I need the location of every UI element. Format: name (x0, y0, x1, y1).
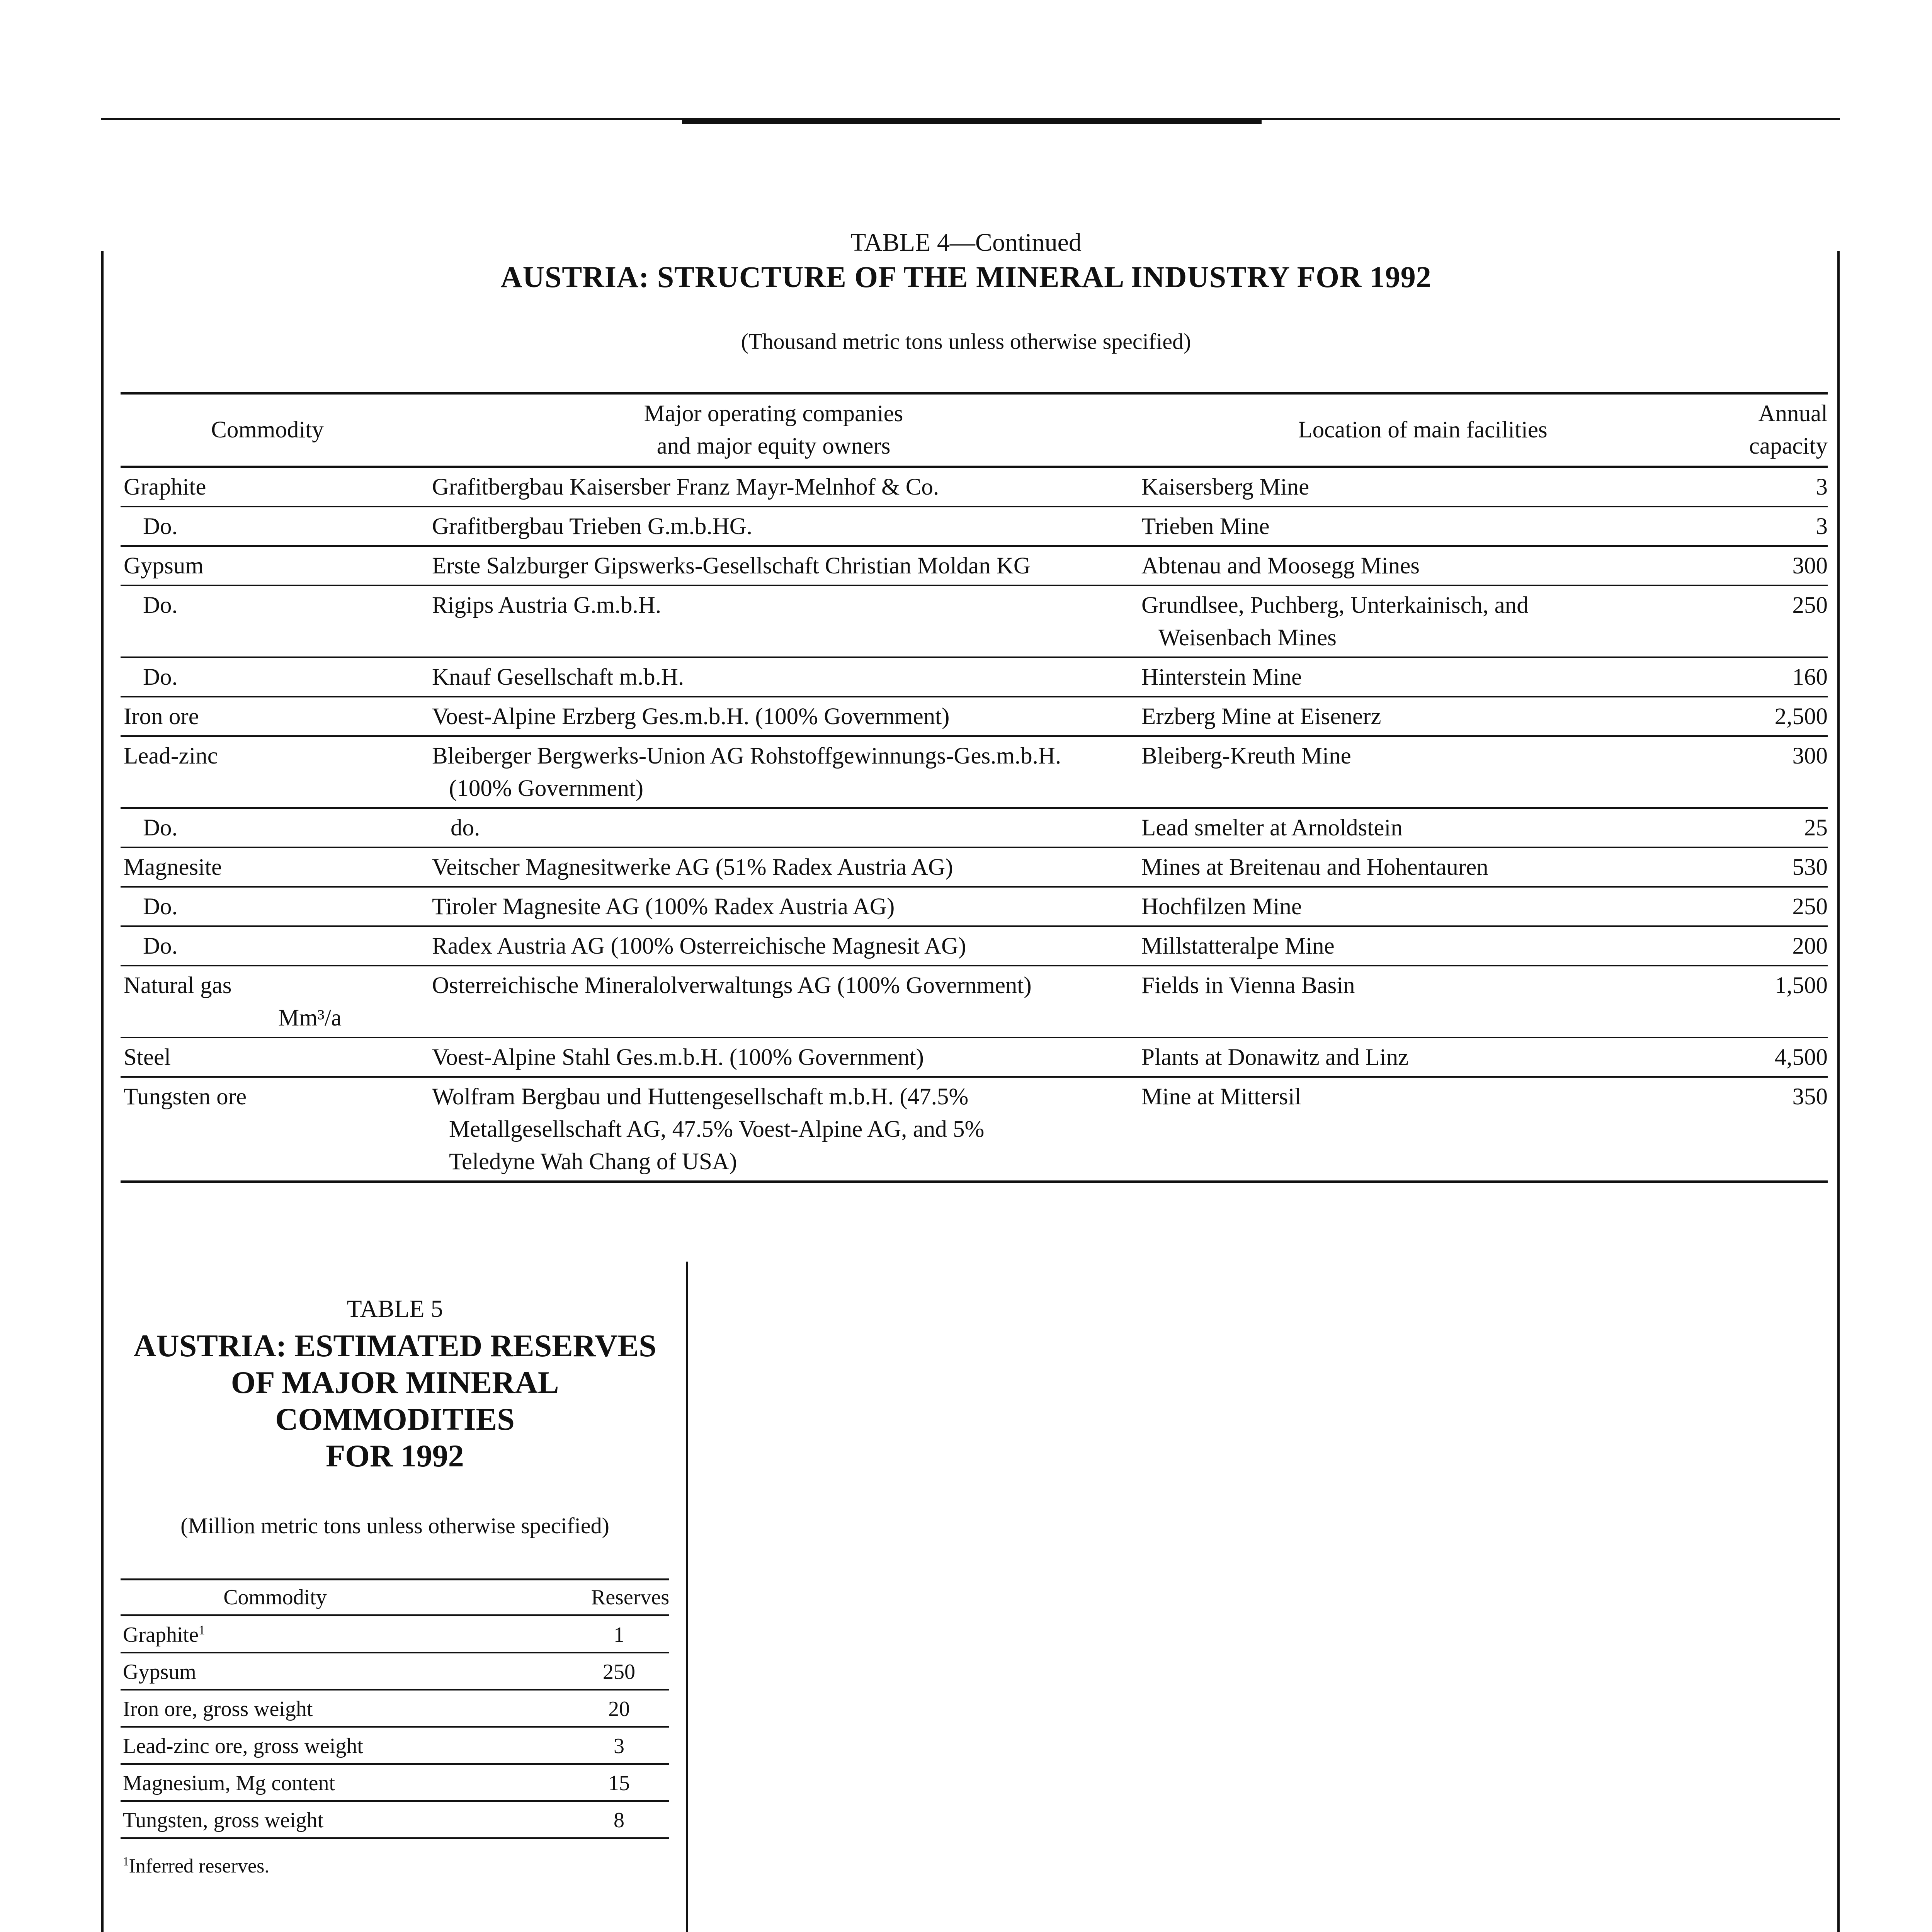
cell-commodity: Steel (121, 1037, 414, 1077)
table-row (121, 467, 1828, 507)
cell-commodity: Graphite (121, 467, 414, 507)
table-row (121, 1801, 669, 1838)
cell-capacity: 530 (1713, 847, 1828, 887)
header-companies-line1: Major operating companies (644, 401, 903, 427)
cell-location: Hochfilzen Mine (1133, 887, 1713, 926)
cell-capacity: 160 (1713, 657, 1828, 697)
header-reserves: Reserves (530, 1580, 669, 1616)
table-row (121, 1037, 1828, 1077)
footnote-text: Inferred reserves. (129, 1855, 270, 1877)
cell-company-line3: Teledyne Wah Chang of USA) (449, 1149, 737, 1175)
header-companies (414, 393, 1133, 467)
table5-footnote (123, 1855, 269, 1878)
cell-commodity: Tungsten ore (121, 1077, 414, 1182)
table-row (121, 808, 1828, 847)
table-row (121, 1727, 669, 1764)
table-row (121, 926, 1828, 966)
column-divider-rule (686, 1262, 688, 1932)
header-capacity (1713, 393, 1828, 467)
table5 (121, 1578, 669, 1839)
cell-location: Plants at Donawitz and Linz (1133, 1037, 1713, 1077)
cell-capacity: 4,500 (1713, 1037, 1828, 1077)
cell-reserves: 20 (530, 1690, 669, 1727)
cell-company: Osterreichische Mineralolverwaltungs AG (100% Government) (414, 966, 1133, 1037)
header-commodity: Commodity (121, 1580, 530, 1616)
cell-commodity: Do. (121, 657, 414, 697)
cell-location: Kaisersberg Mine (1133, 467, 1713, 507)
cell-commodity-name: Graphite (123, 1623, 199, 1647)
cell-company: Rigips Austria G.m.b.H. (414, 585, 1133, 657)
table5-title-line4: FOR 1992 (326, 1438, 464, 1473)
left-margin-rule (101, 251, 104, 1932)
cell-location-line1: Grundlsee, Puchberg, Unterkainisch, and (1141, 592, 1529, 618)
table-row (121, 887, 1828, 926)
table-row (121, 546, 1828, 585)
cell-commodity: Magnesite (121, 847, 414, 887)
cell-commodity: Iron ore, gross weight (121, 1690, 530, 1727)
cell-location: Fields in Vienna Basin (1133, 966, 1713, 1037)
cell-company: Voest-Alpine Erzberg Ges.m.b.H. (100% Government) (414, 697, 1133, 736)
cell-company (414, 736, 1133, 808)
table-row (121, 1616, 669, 1653)
header-capacity-line2: capacity (1749, 433, 1828, 459)
cell-commodity: Iron ore (121, 697, 414, 736)
cell-company: Erste Salzburger Gipswerks-Gesellschaft Christian Moldan KG (414, 546, 1133, 585)
cell-commodity: Gypsum (121, 546, 414, 585)
cell-company-line2: (100% Government) (449, 776, 644, 801)
header-companies-line2: and major equity owners (656, 433, 891, 459)
cell-commodity: Lead-zinc (121, 736, 414, 808)
cell-location: Bleiberg-Kreuth Mine (1133, 736, 1713, 808)
cell-capacity: 250 (1713, 585, 1828, 657)
cell-location (1133, 585, 1713, 657)
header-location: Location of main facilities (1133, 393, 1713, 467)
cell-commodity: Do. (121, 887, 414, 926)
cell-reserves: 15 (530, 1764, 669, 1801)
cell-location: Mine at Mittersil (1133, 1077, 1713, 1182)
table4-unit-note: (Thousand metric tons unless otherwise specified) (741, 329, 1191, 354)
footnote-mark: 1 (198, 1623, 205, 1638)
cell-commodity (121, 1616, 530, 1653)
cell-location: Millstatteralpe Mine (1133, 926, 1713, 966)
table-row (121, 1690, 669, 1727)
table-row (121, 736, 1828, 808)
table-row (121, 847, 1828, 887)
table5-title (121, 1327, 669, 1474)
table-row (121, 1077, 1828, 1182)
cell-commodity: Gypsum (121, 1653, 530, 1690)
table5-label: TABLE 5 (347, 1295, 443, 1322)
table-row (121, 657, 1828, 697)
cell-capacity: 300 (1713, 736, 1828, 808)
cell-location: Abtenau and Moosegg Mines (1133, 546, 1713, 585)
table-row (121, 507, 1828, 546)
cell-capacity: 350 (1713, 1077, 1828, 1182)
cell-capacity: 2,500 (1713, 697, 1828, 736)
cell-commodity: Do. (121, 507, 414, 546)
cell-company: Radex Austria AG (100% Osterreichische Magnesit AG) (414, 926, 1133, 966)
right-margin-rule (1837, 251, 1840, 1932)
cell-commodity: Magnesium, Mg content (121, 1764, 530, 1801)
table5-header-row (121, 1580, 669, 1616)
cell-commodity: Do. (121, 926, 414, 966)
table-row (121, 966, 1828, 1037)
footnote-mark: 1 (123, 1854, 129, 1868)
cell-capacity: 25 (1713, 808, 1828, 847)
table5-unit-note: (Million metric tons unless otherwise specified) (180, 1513, 609, 1538)
table-row (121, 697, 1828, 736)
cell-location: Erzberg Mine at Eisenerz (1133, 697, 1713, 736)
cell-location: Trieben Mine (1133, 507, 1713, 546)
cell-company: Knauf Gesellschaft m.b.H. (414, 657, 1133, 697)
table4 (121, 392, 1828, 1183)
cell-capacity: 200 (1713, 926, 1828, 966)
top-rule-thick (682, 119, 1262, 124)
cell-reserves: 1 (530, 1616, 669, 1653)
cell-capacity: 3 (1713, 467, 1828, 507)
table4-title: AUSTRIA: STRUCTURE OF THE MINERAL INDUSTRY FOR 1992 (500, 260, 1432, 294)
cell-capacity: 250 (1713, 887, 1828, 926)
table-row (121, 585, 1828, 657)
cell-company-line1: Bleiberger Bergwerks-Union AG Rohstoffgewinnungs-Ges.m.b.H. (432, 743, 1061, 769)
cell-commodity: Lead-zinc ore, gross weight (121, 1727, 530, 1764)
table5-title-line3: COMMODITIES (275, 1401, 515, 1437)
cell-location: Mines at Breitenau and Hohentauren (1133, 847, 1713, 887)
cell-company: do. (414, 808, 1133, 847)
cell-company: Tiroler Magnesite AG (100% Radex Austria AG) (414, 887, 1133, 926)
cell-commodity-unit: Mm³/a (278, 1005, 342, 1031)
cell-capacity: 1,500 (1713, 966, 1828, 1037)
cell-location-line2: Weisenbach Mines (1158, 625, 1337, 651)
cell-company: Voest-Alpine Stahl Ges.m.b.H. (100% Government) (414, 1037, 1133, 1077)
header-capacity-line1: Annual (1758, 401, 1828, 427)
cell-commodity (121, 966, 414, 1037)
table5-title-line2: OF MAJOR MINERAL (231, 1365, 559, 1400)
cell-company: Grafitbergbau Kaisersber Franz Mayr-Melnhof & Co. (414, 467, 1133, 507)
table4-label: TABLE 4—Continued (850, 228, 1082, 257)
table-row (121, 1653, 669, 1690)
cell-commodity: Tungsten, gross weight (121, 1801, 530, 1838)
cell-capacity: 3 (1713, 507, 1828, 546)
cell-reserves: 3 (530, 1727, 669, 1764)
cell-location: Lead smelter at Arnoldstein (1133, 808, 1713, 847)
cell-company-line2: Metallgesellschaft AG, 47.5% Voest-Alpine AG, and 5% (449, 1116, 985, 1142)
cell-commodity: Do. (121, 808, 414, 847)
cell-capacity: 300 (1713, 546, 1828, 585)
cell-company-line1: Wolfram Bergbau und Huttengesellschaft m.b.H. (47.5% (432, 1084, 969, 1110)
table5-title-line1: AUSTRIA: ESTIMATED RESERVES (133, 1328, 656, 1363)
cell-company: Veitscher Magnesitwerke AG (51% Radex Austria AG) (414, 847, 1133, 887)
cell-company: Grafitbergbau Trieben G.m.b.HG. (414, 507, 1133, 546)
cell-commodity: Do. (121, 585, 414, 657)
cell-reserves: 8 (530, 1801, 669, 1838)
cell-commodity-name: Natural gas (124, 973, 232, 998)
cell-company (414, 1077, 1133, 1182)
table4-header-row (121, 393, 1828, 467)
header-commodity: Commodity (121, 393, 414, 467)
table-row (121, 1764, 669, 1801)
cell-reserves: 250 (530, 1653, 669, 1690)
cell-location: Hinterstein Mine (1133, 657, 1713, 697)
